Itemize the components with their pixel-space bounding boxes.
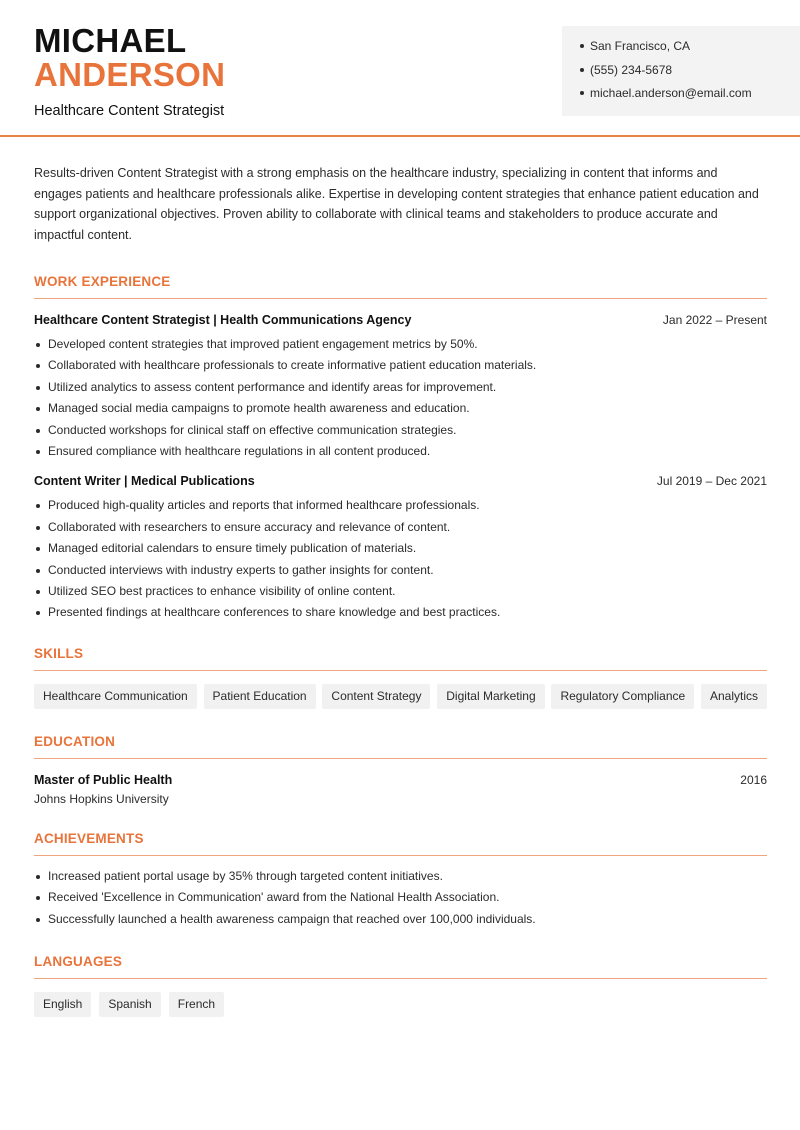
bullet-dot bbox=[36, 343, 40, 347]
job-entry bbox=[34, 474, 767, 623]
skill-tag: Healthcare Communication bbox=[34, 684, 197, 709]
contact-location bbox=[580, 38, 800, 62]
contact-email bbox=[580, 85, 800, 109]
bullet-text: Produced high-quality articles and reports that informed healthcare professionals. bbox=[48, 498, 480, 513]
bullet-text: Received 'Excellence in Communication' award from the National Health Association. bbox=[48, 890, 500, 905]
job-header bbox=[34, 313, 767, 327]
bullet-text: Developed content strategies that improved patient engagement metrics by 50%. bbox=[48, 337, 478, 351]
bullet-text: Collaborated with researchers to ensure accuracy and relevance of content. bbox=[48, 519, 451, 534]
bullet-dot bbox=[36, 875, 40, 879]
bullet-dot bbox=[36, 896, 40, 900]
list-item bbox=[34, 377, 767, 398]
last-name: ANDERSON bbox=[34, 56, 226, 93]
bullet-text: Utilized analytics to assess content performance and identify areas for improvement. bbox=[48, 379, 497, 394]
job-entry bbox=[34, 313, 767, 462]
degree: Master of Public Health bbox=[34, 772, 173, 787]
name-block bbox=[34, 24, 225, 119]
bullet-text: Successfully launched a health awareness campaign that reached over 100,000 individuals. bbox=[48, 911, 536, 926]
list-item bbox=[34, 560, 767, 581]
skill-tag: Digital Marketing bbox=[437, 684, 544, 709]
bullet-text: Utilized SEO best practices to enhance visibility of online content. bbox=[48, 584, 396, 599]
bullet-dot bbox=[36, 429, 40, 433]
bullet-dot bbox=[36, 386, 40, 390]
skill-tag: Analytics bbox=[701, 684, 767, 709]
bullet-text: Collaborated with healthcare professionals to create informative patient education materials. bbox=[48, 358, 537, 373]
job-role: Content Writer | Medical Publications bbox=[34, 474, 255, 489]
list-item bbox=[34, 517, 767, 538]
list-item bbox=[34, 866, 767, 887]
bullet-text: Managed editorial calendars to ensure timely publication of materials. bbox=[48, 541, 417, 556]
languages-tags bbox=[34, 992, 767, 1017]
list-item bbox=[34, 495, 767, 516]
achievements-list bbox=[34, 866, 767, 930]
list-item bbox=[34, 420, 767, 441]
bullet-dot bbox=[36, 590, 40, 594]
summary-paragraph: Results-driven Content Strategist with a strong emphasis on the healthcare industry, specializing in content that informs and engages patients and healthcare professionals alike. Expertise in developing content strategies that enhance patient education and support organizational objectives. Proven ability to collaborate with clinical teams and stakeholders to produce accurate and impactful content. bbox=[34, 166, 759, 242]
bullet-dot bbox=[36, 526, 40, 530]
job-bullets bbox=[34, 495, 767, 623]
list-item bbox=[34, 355, 767, 376]
bullet-dot bbox=[36, 547, 40, 551]
education-year: 2016 bbox=[740, 772, 767, 787]
skills-tags bbox=[34, 684, 767, 709]
contact-box bbox=[562, 26, 800, 116]
bullet-dot bbox=[580, 44, 584, 48]
bullet-dot bbox=[580, 91, 584, 95]
skill-tag: Patient Education bbox=[204, 684, 316, 709]
bullet-text: Increased patient portal usage by 35% through targeted content initiatives. bbox=[48, 868, 443, 883]
professional-title: Healthcare Content Strategist bbox=[34, 103, 225, 119]
education-header bbox=[34, 773, 767, 787]
bullet-dot bbox=[36, 918, 40, 922]
list-item bbox=[34, 398, 767, 419]
section-title-skills: SKILLS bbox=[34, 646, 767, 671]
contact-location-text: San Francisco, CA bbox=[590, 39, 691, 53]
bullet-text: Ensured compliance with healthcare regulations in all content produced. bbox=[48, 444, 431, 459]
bullet-dot bbox=[580, 68, 584, 72]
list-item bbox=[34, 334, 767, 355]
contact-email-text: michael.anderson@email.com bbox=[590, 86, 752, 100]
bullet-dot bbox=[36, 569, 40, 573]
skill-tag: Regulatory Compliance bbox=[551, 684, 694, 709]
job-dates: Jan 2022 – Present bbox=[662, 313, 767, 327]
bullet-dot bbox=[36, 611, 40, 615]
job-dates: Jul 2019 – Dec 2021 bbox=[656, 474, 767, 489]
language-tag: French bbox=[169, 992, 224, 1017]
contact-phone-text: (555) 234-5678 bbox=[590, 62, 673, 77]
list-item bbox=[34, 909, 767, 930]
list-item bbox=[34, 538, 767, 559]
job-role: Healthcare Content Strategist | Health Communications Agency bbox=[34, 313, 412, 327]
section-title-work: WORK EXPERIENCE bbox=[34, 274, 767, 299]
bullet-text: Presented findings at healthcare conferences to share knowledge and best practices. bbox=[48, 605, 501, 620]
language-tag: English bbox=[34, 992, 91, 1017]
section-title-education: EDUCATION bbox=[34, 734, 767, 759]
resume-body bbox=[34, 163, 767, 1017]
school-name: Johns Hopkins University bbox=[34, 791, 169, 806]
section-title-languages: LANGUAGES bbox=[34, 954, 767, 979]
job-bullets bbox=[34, 334, 767, 462]
bullet-dot bbox=[36, 364, 40, 368]
bullet-text: Conducted interviews with industry experts to gather insights for content. bbox=[48, 562, 434, 577]
first-name: MICHAEL bbox=[34, 22, 187, 59]
bullet-dot bbox=[36, 407, 40, 411]
section-title-achievements: ACHIEVEMENTS bbox=[34, 831, 767, 856]
skill-tag: Content Strategy bbox=[322, 684, 430, 709]
list-item bbox=[34, 887, 767, 908]
bullet-text: Managed social media campaigns to promote health awareness and education. bbox=[48, 401, 470, 416]
contact-phone bbox=[580, 62, 800, 86]
bullet-text: Conducted workshops for clinical staff on effective communication strategies. bbox=[48, 422, 457, 437]
list-item bbox=[34, 602, 767, 623]
language-tag: Spanish bbox=[99, 992, 160, 1017]
resume-header bbox=[0, 0, 800, 137]
education-entry bbox=[34, 773, 767, 806]
bullet-dot bbox=[36, 450, 40, 454]
list-item bbox=[34, 441, 767, 462]
list-item bbox=[34, 581, 767, 602]
job-header bbox=[34, 474, 767, 488]
bullet-dot bbox=[36, 504, 40, 508]
